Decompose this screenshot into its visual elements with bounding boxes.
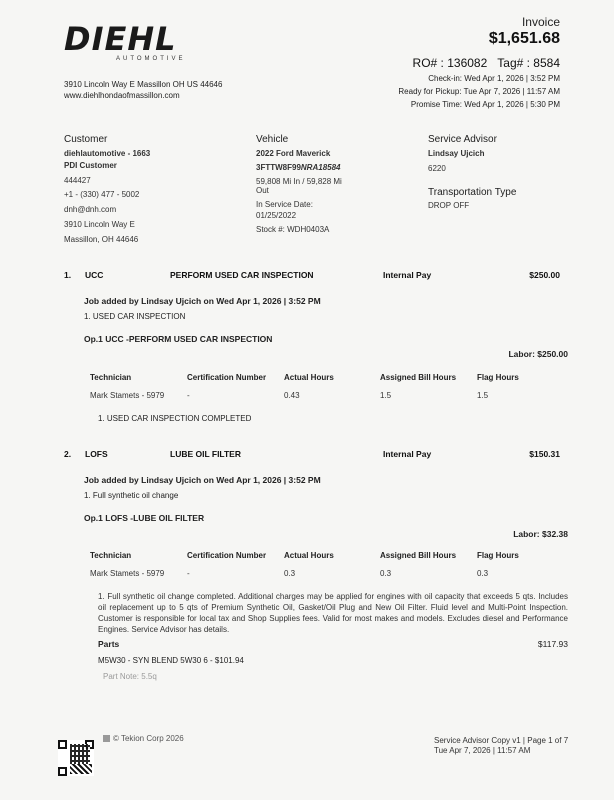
job-2-labor: Labor: $32.38: [513, 529, 568, 539]
job-2-th-assigned: Assigned Bill Hours: [380, 551, 457, 560]
customer-section: [64, 134, 234, 246]
qr-finder-bl: [58, 767, 67, 776]
job-2-tech: Mark Stamets - 5979: [90, 569, 165, 578]
invoice-title: Invoice: [521, 15, 560, 29]
dealer-address: 3910 Lincoln Way E Massillon OH US 44646: [64, 80, 223, 89]
job-2-th-flag: Flag Hours: [477, 551, 519, 560]
advisor-heading: Service Advisor: [428, 134, 497, 145]
footer-copy-page: Service Advisor Copy v1 | Page 1 of 7: [434, 736, 569, 745]
job-1-cause: 1. USED CAR INSPECTION COMPLETED: [98, 414, 252, 423]
job-1-number: 1.: [64, 270, 72, 280]
job-2-pay: Internal Pay: [383, 449, 432, 459]
tag-number: Tag# : 8584: [497, 56, 560, 70]
vin-prefix: 3FTTW8F99: [256, 162, 301, 172]
vehicle-miles: 59,808 Mi In / 59,828 Mi: [256, 176, 342, 186]
job-1-pay: Internal Pay: [383, 270, 432, 280]
job-1-cert: -: [187, 391, 190, 400]
job-2-part-note: Part Note: 5.5q: [103, 672, 157, 681]
tekion-copyright: [103, 734, 184, 743]
customer-type: PDI Customer: [64, 160, 117, 170]
in-service-label: In Service Date:: [256, 200, 313, 210]
customer-phone: +1 - (330) 477 - 5002: [64, 190, 140, 200]
job-1-concern: 1. USED CAR INSPECTION: [84, 312, 186, 321]
job-1-amount: $250.00: [529, 270, 560, 280]
transport-value: DROP OFF: [428, 200, 470, 210]
vehicle-stock: Stock #: WDH0403A: [256, 224, 330, 234]
qr-code: [58, 740, 94, 776]
tekion-icon: [103, 735, 110, 742]
ready-time: Ready for Pickup: Tue Apr 7, 2026 | 11:57 AM: [398, 87, 560, 96]
dealer-logo: [64, 20, 194, 62]
invoice-total: $1,651.68: [488, 30, 560, 47]
job-2-part-line: M5W30 - SYN BLEND 5W30 6 - $101.94: [98, 656, 244, 665]
job-1-th-technician: Technician: [90, 373, 132, 382]
advisor-section: [428, 134, 578, 211]
job-1-th-assigned: Assigned Bill Hours: [380, 373, 457, 382]
advisor-id: 6220: [428, 163, 446, 173]
advisor-name: Lindsay Ujcich: [428, 149, 485, 158]
job-1-labor: Labor: $250.00: [508, 349, 568, 359]
job-2-th-actual: Actual Hours: [284, 551, 334, 560]
job-2-parts-label: Parts: [98, 639, 120, 649]
job-1-th-flag: Flag Hours: [477, 373, 519, 382]
qr-finder-tl: [58, 740, 67, 749]
tekion-text: © Tekion Corp 2026: [113, 734, 184, 743]
vehicle-heading: Vehicle: [256, 134, 289, 145]
job-1-title: PERFORM USED CAR INSPECTION: [170, 270, 314, 280]
job-1-th-cert: Certification Number: [187, 373, 267, 382]
customer-heading: Customer: [64, 134, 108, 145]
ro-tag-line: [413, 56, 560, 70]
job-2-cause: 1. Full synthetic oil change completed. Additional charges may be applied for engines with oil capacity that exceeds 5 qts. Includes oil replacement up to 5 qts of Premium Synthetic Oil, Gasket/Oil Plug and New Oil Filter. Fluid level and Multi-Point Inspection. Customer is responsible for local tax and Shop Supplies fees. Valid for most makes and models. Excludes diesel and Performance Engines. Service Advisor has details.: [98, 592, 568, 634]
dealer-website: www.diehlhondaofmassillon.com: [64, 91, 180, 100]
job-1-tech: Mark Stamets - 5979: [90, 391, 165, 400]
footer-date: Tue Apr 7, 2026 | 11:57 AM: [434, 746, 531, 755]
job-2-assigned: 0.3: [380, 569, 392, 578]
ro-number: RO# : 136082: [412, 56, 488, 70]
job-2-th-technician: Technician: [90, 551, 132, 560]
transport-heading: Transportation Type: [428, 186, 517, 198]
logo-wordmark: DIEHL: [64, 20, 177, 58]
customer-city: Massillon, OH 44646: [64, 234, 139, 244]
customer-name: diehlautomotive - 1663: [64, 149, 151, 158]
vehicle-model: 2022 Ford Maverick: [256, 149, 331, 158]
job-2-flag: 0.3: [477, 569, 489, 578]
vin-suffix: NRA18584: [300, 162, 341, 172]
job-2-th-cert: Certification Number: [187, 551, 267, 560]
job-2-op: Op.1 LOFS -LUBE OIL FILTER: [84, 513, 205, 523]
job-2-number: 2.: [64, 449, 72, 459]
logo-subtext: AUTOMOTIVE: [116, 56, 186, 62]
in-service-date: 01/25/2022: [256, 210, 297, 220]
job-1-code: UCC: [85, 270, 104, 280]
job-1-assigned: 1.5: [380, 391, 392, 400]
qr-modules-bottom: [70, 764, 92, 774]
job-1-added: Job added by Lindsay Ujcich on Wed Apr 1, 2026 | 3:52 PM: [84, 296, 321, 306]
vehicle-miles-out: Out: [256, 186, 269, 196]
job-2-amount: $150.31: [529, 449, 560, 459]
job-2-actual: 0.3: [284, 569, 296, 578]
job-2-concern: 1. Full synthetic oil change: [84, 491, 179, 500]
promise-time: Promise Time: Wed Apr 1, 2026 | 5:30 PM: [410, 100, 560, 109]
job-2-code: LOFS: [85, 449, 108, 459]
job-2-title: LUBE OIL FILTER: [170, 449, 241, 459]
job-1-op: Op.1 UCC -PERFORM USED CAR INSPECTION: [84, 334, 273, 344]
customer-street: 3910 Lincoln Way E: [64, 219, 135, 229]
job-2-added: Job added by Lindsay Ujcich on Wed Apr 1, 2026 | 3:52 PM: [84, 475, 321, 485]
job-2-cert: -: [187, 569, 190, 578]
job-2-parts-total: $117.93: [537, 639, 568, 649]
customer-id: 444427: [64, 175, 91, 185]
job-1-th-actual: Actual Hours: [284, 373, 334, 382]
vehicle-section: [256, 134, 406, 236]
vehicle-vin: [256, 162, 406, 174]
job-1-actual: 0.43: [284, 391, 300, 400]
job-1-flag: 1.5: [477, 391, 489, 400]
customer-email: dnh@dnh.com: [64, 205, 117, 215]
checkin-time: Check-in: Wed Apr 1, 2026 | 3:52 PM: [428, 74, 560, 83]
